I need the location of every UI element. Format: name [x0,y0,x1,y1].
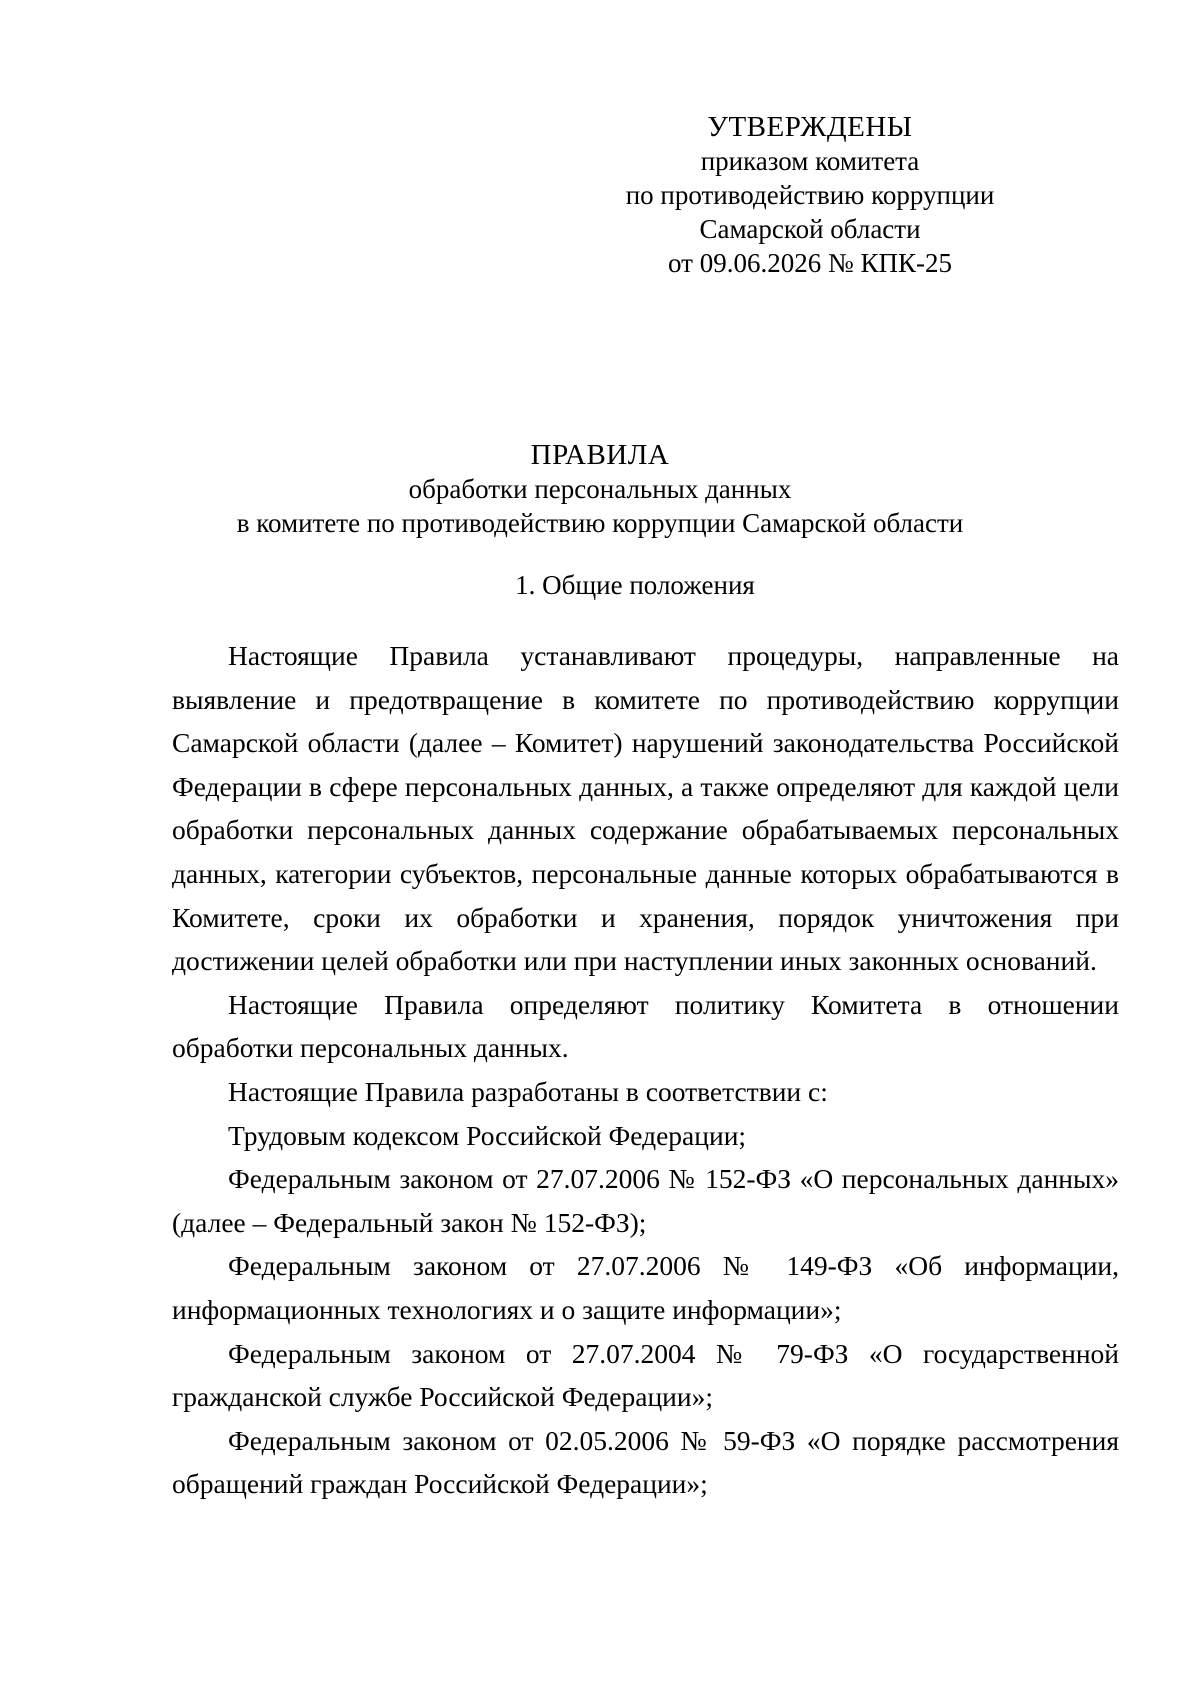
document-title: ПРАВИЛА [530,439,670,471]
approval-line: по противодействию коррупции [625,180,995,210]
paragraph: Федеральным законом от 27.07.2006 № 149-ФЗ «Об информации, информационных технологиях и о защите информации»; [172,1250,1119,1325]
approval-date-number: от 09.06.2026 № КПК-25 [668,248,952,278]
approval-line: Самарской области [699,214,921,244]
approval-line: приказом комитета [700,146,920,176]
document-subtitle: обработки персональных данных [408,474,792,504]
approval-stamp [620,110,1000,280]
document-subtitle: в комитете по противодействию коррупции Самарской области [236,508,964,538]
body-text [172,634,1119,1506]
document-title-block [150,438,1050,540]
paragraph: Трудовым кодексом Российской Федерации; [228,1119,747,1151]
paragraph: Федеральным законом от 27.07.2006 № 152-ФЗ «О персональных данных» (далее – Федеральный закон № 152-ФЗ); [172,1163,1119,1238]
paragraph: Настоящие Правила устанавливают процедуры, направленные на выявление и предотвращение в комитете по противодействию коррупции Самарской области (далее – Комитет) нарушений законодательства Российской Федерации в сфере персональных данных, а также определяют для каждой цели обработки персональных данных содержание обрабатываемых персональных данных, категории субъектов, персональные данные которых обрабатываются в Комитете, сроки их обработки и хранения, порядок уничтожения при достижении целей обработки или при наступлении иных законных оснований. [172,640,1119,977]
paragraph: Настоящие Правила разработаны в соответствии с: [228,1075,828,1107]
section-heading: 1. Общие положения [515,570,755,600]
paragraph: Настоящие Правила определяют политику Комитета в отношении обработки персональных данных. [172,988,1119,1064]
paragraph: Федеральным законом от 02.05.2006 № 59-ФЗ «О порядке рассмотрения обращений граждан Российской Федерации»; [172,1424,1119,1500]
approval-title: УТВЕРЖДЕНЫ [707,111,913,143]
paragraph: Федеральным законом от 27.07.2004 № 79-ФЗ «О государственной гражданской службе Российской Федерации»; [172,1337,1119,1413]
